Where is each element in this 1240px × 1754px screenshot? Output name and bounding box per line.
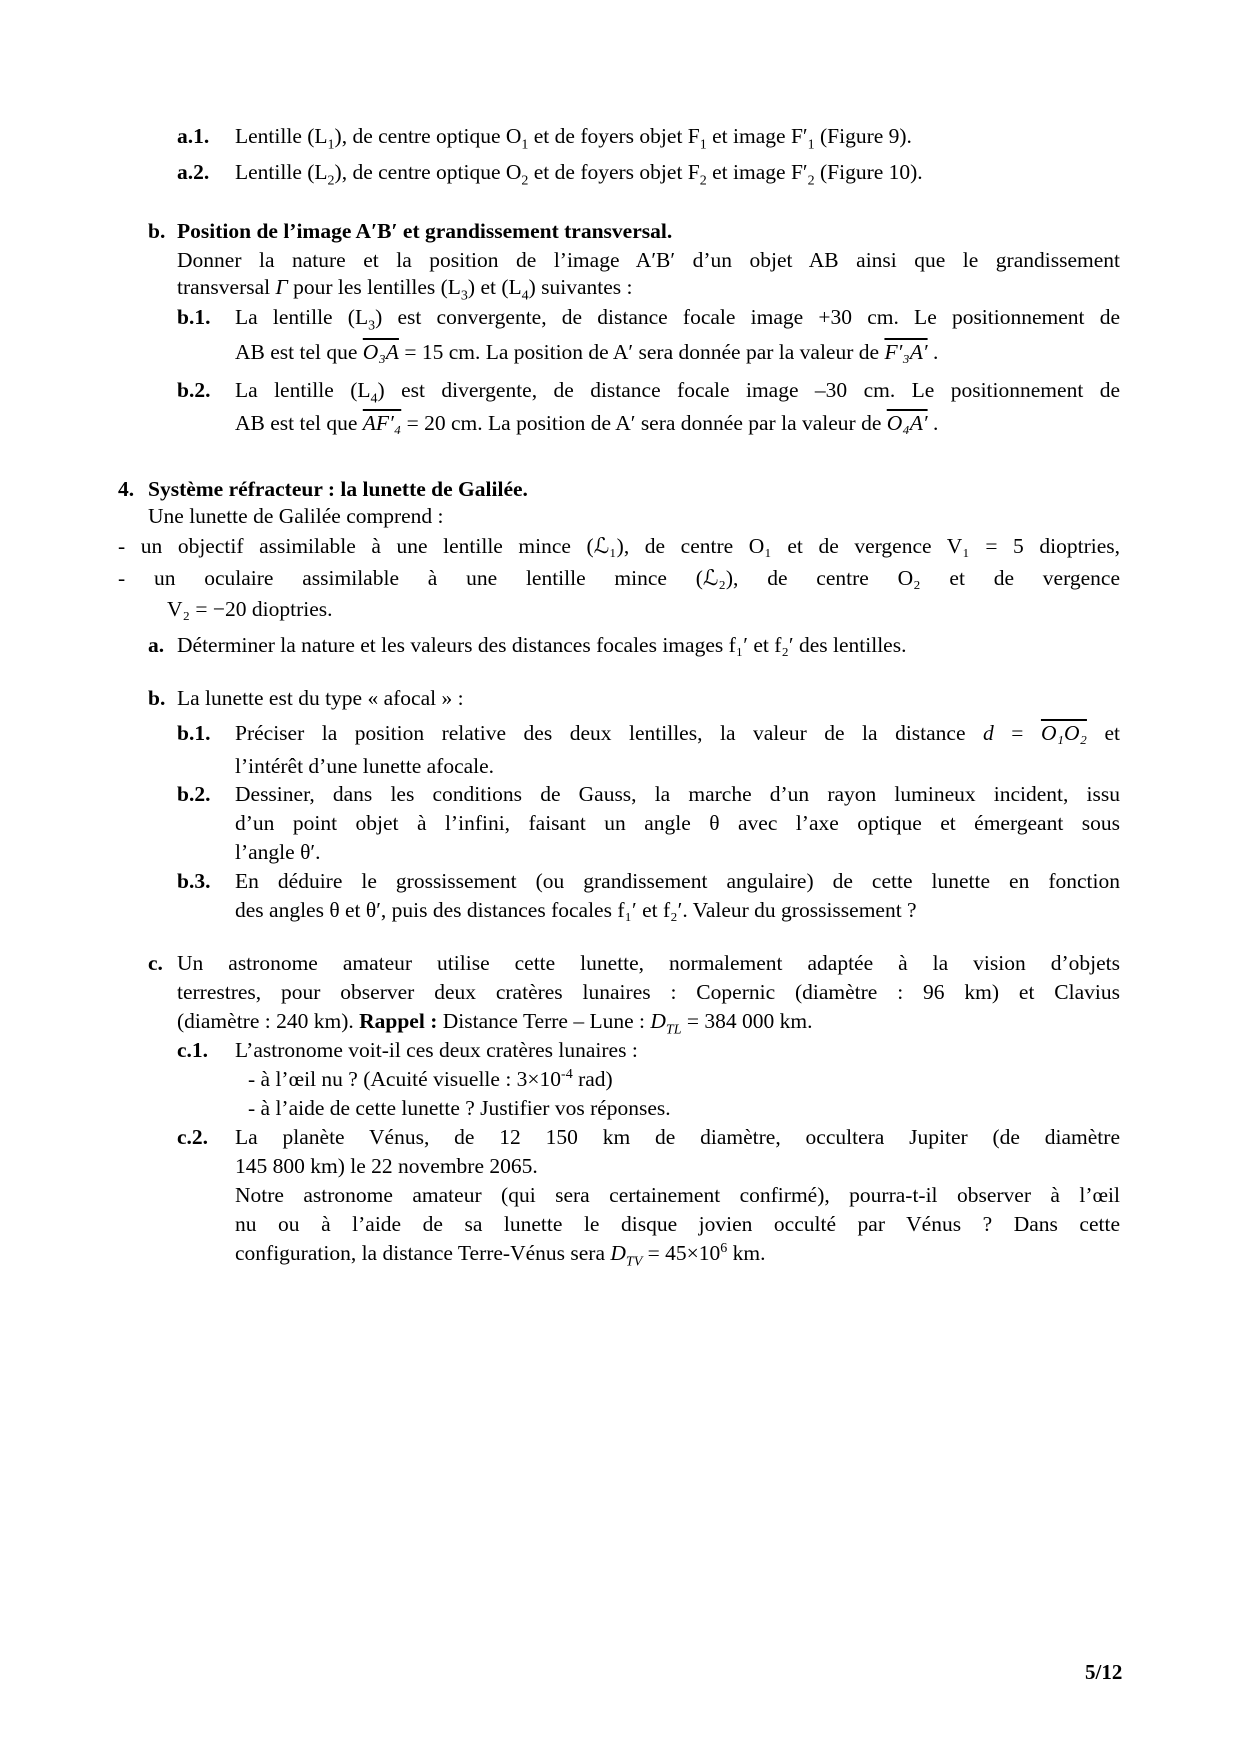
item-label-4b3: b.3.: [177, 869, 211, 893]
item-label-4b1: b.1.: [177, 721, 211, 745]
item-4b3-line1: En déduire le grossissement (ou grandissement angulaire) de cette lunette en fonction: [235, 869, 1120, 893]
section-4-item2-line1: - un oculaire assimilable à une lentille mince (ℒ₂), de centre O₂ et de vergence: [118, 566, 1120, 590]
item-4c-line2: terrestres, pour observer deux cratères lunaires : Copernic (diamètre : 96 km) et Clavius: [177, 980, 1120, 1004]
item-b2-line2: AB est tel que AF′₄ = 20 cm. La position de A′ sera donnée par la valeur de O₄A′ .: [235, 411, 939, 435]
item-4c1-line3: - à l’aide de cette lunette ? Justifier vos réponses.: [248, 1096, 671, 1120]
item-4b1-line1: Préciser la position relative des deux lentilles, la valeur de la distance d = O₁O₂ et: [235, 721, 1120, 745]
item-label-4c: c.: [148, 951, 163, 975]
item-4c2-line1: La planète Vénus, de 12 150 km de diamètre, occultera Jupiter (de diamètre: [235, 1125, 1120, 1149]
section-4-item1: - un objectif assimilable à une lentille mince (ℒ₁), de centre O₁ et de vergence V₁ = 5 dioptries,: [118, 534, 1120, 558]
item-4c2-line2: 145 800 km) le 22 novembre 2065.: [235, 1154, 538, 1178]
item-label-4c2: c.2.: [177, 1125, 209, 1149]
item-label-4b: b.: [148, 686, 166, 710]
section-b-intro-line1: Donner la nature et la position de l’image A′B′ d’un objet AB ainsi que le grandissement: [177, 248, 1120, 272]
item-4b2-line1: Dessiner, dans les conditions de Gauss, la marche d’un rayon lumineux incident, issu: [235, 782, 1120, 806]
item-4c1-line2: - à l’œil nu ? (Acuité visuelle : $3\times 10^{-4}$ rad): [248, 1066, 613, 1091]
item-4b3-line2: des angles θ et θ′, puis des distances focales f₁′ et f₂′. Valeur du grossissement ?: [235, 898, 917, 922]
item-4c2-line4: nu ou à l’aide de sa lunette le disque jovien occulté par Vénus ? Dans cette: [235, 1212, 1120, 1236]
item-4c-line3: (diamètre : 240 km). Rappel : Distance Terre – Lune : $D_{TL} = 384$ 000 km.: [177, 1009, 813, 1038]
item-4c-line1: Un astronome amateur utilise cette lunette, normalement adaptée à la vision d’objets: [177, 951, 1120, 975]
item-4c1-line1: L’astronome voit-il ces deux cratères lunaires :: [235, 1038, 638, 1062]
item-a2-text: Lentille $(L_2)$, de centre optique $O_2$ et de foyers objet $F_2$ et image $F'_2$ (Figure 10).: [235, 160, 923, 189]
item-4b2-line3: l’angle θ′.: [235, 840, 321, 864]
item-b2-line1: La lentille $(L_4)$ est divergente, de distance focale image –30 cm. Le positionnement de: [235, 378, 1120, 407]
section-b-title: Position de l’image A′B′ et grandissement transversal.: [177, 219, 673, 243]
section-b-intro-line2: transversal Γ pour les lentilles $(L_3)$ et $(L_4)$ suivantes :: [177, 275, 633, 304]
section-4-title: Système réfracteur : la lunette de Galilée.: [148, 477, 528, 501]
item-4b-text: La lunette est du type « afocal » :: [177, 686, 464, 710]
item-label-4a: a.: [148, 633, 165, 657]
item-4c2-line3: Notre astronome amateur (qui sera certainement confirmé), pourra-t-il observer à l’œil: [235, 1183, 1120, 1207]
section-label-b: b.: [148, 219, 166, 243]
item-4b1-line2: l’intérêt d’une lunette afocale.: [235, 754, 495, 778]
item-label-a2: a.2.: [177, 160, 210, 184]
item-b1-line1: La lentille $(L_3)$ est convergente, de distance focale image +30 cm. Le positionnement de: [235, 305, 1121, 334]
item-label-4c1: c.1.: [177, 1038, 209, 1062]
item-4c2-line5: configuration, la distance Terre-Vénus sera $D_{TV} = 45\times 10^6$ km.: [235, 1240, 766, 1270]
item-label-b1: b.1.: [177, 305, 211, 329]
item-label-4b2: b.2.: [177, 782, 211, 806]
section-4-intro: Une lunette de Galilée comprend :: [148, 504, 444, 528]
section-4-item2-line2: V₂ = −20 dioptries.: [167, 597, 333, 621]
section-label-4: 4.: [118, 477, 135, 501]
item-4b2-line2: d’un point objet à l’infini, faisant un angle θ avec l’axe optique et émergeant sous: [235, 811, 1120, 835]
item-label-b2: b.2.: [177, 378, 211, 402]
item-a1-text: Lentille $(L_1)$, de centre optique $O_1$ et de foyers objet $F_1$ et image $F'_1$ (Figure 9).: [235, 124, 912, 153]
item-label-a1: a.1.: [177, 124, 210, 148]
page-number: 5/12: [1085, 1660, 1123, 1684]
item-b1-line2: AB est tel que O₃A = 15 cm. La position de A′ sera donnée par la valeur de F′₃A′ .: [235, 340, 939, 364]
item-4a-text: Déterminer la nature et les valeurs des distances focales images f₁′ et f₂′ des lentilles.: [177, 633, 907, 657]
